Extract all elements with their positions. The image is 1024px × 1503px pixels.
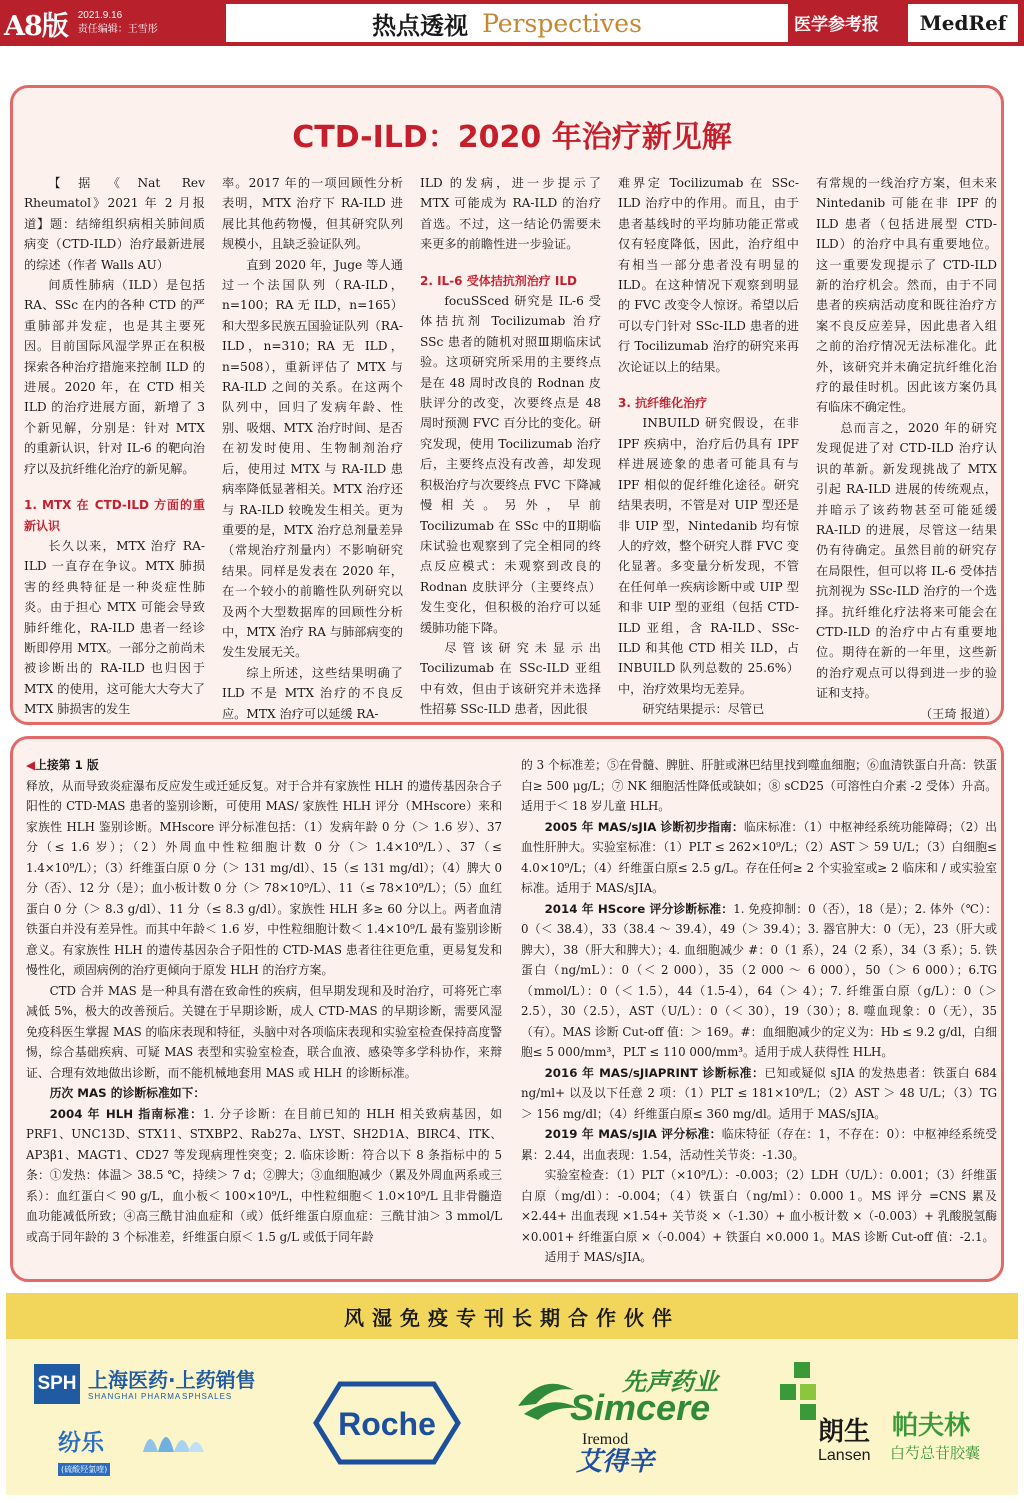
- simcere-name-en: Simcere: [570, 1387, 711, 1428]
- paragraph: ILD 的发病，进一步提示了 MTX 可能成为 RA-ILD 的治疗首选。不过，这一结论仍需要未来更多的前瞻性进一步验证。: [420, 176, 601, 252]
- partners-title: 风湿免疫专刊长期合作伙伴: [6, 1293, 1018, 1339]
- paragraph-gap: [618, 377, 799, 393]
- simcere-logo: [512, 1364, 752, 1478]
- article-title: CTD-ILD：2020 年治疗新见解: [292, 120, 732, 155]
- paragraph: [521, 1124, 997, 1165]
- criteria-lead: 2004 年 HLH 指南标准：: [49, 1106, 204, 1121]
- roche-hexagon-icon: [312, 1380, 462, 1466]
- section-heading: 2. IL-6 受体拮抗剂治疗 ILD: [420, 273, 577, 288]
- article-column-4: [618, 173, 799, 723]
- paragraph: 研究结果提示：尽管已: [642, 702, 765, 717]
- article-column-1: [24, 173, 205, 723]
- section-heading: 1. MTX 在 CTD-ILD 方面的重新认识: [24, 498, 205, 533]
- paragraph: [26, 1083, 502, 1104]
- lansen-product: 帕夫林: [892, 1411, 971, 1441]
- paragraph: [521, 755, 997, 817]
- fenle-logo: [58, 1424, 110, 1476]
- paragraph-text: 实验室检查：（1）PLT（×10⁹/L）：-0.003；（2）LDH（U/L）：0.001；（3）纤维蛋白原（mg/dl）：-0.004；（4）铁蛋白（ng/ml）：0.000 1。MS 评分 =CNS 累及 ×2.44+ 出血表现 ×1.54+ 关节炎 ×（-1.30）+ 血小板计数 ×（-0.003）+ 乳酸脱氢酶 ×0.001+ 纤维蛋白原 ×（-0.004）+ 铁蛋白 ×0.000 1。MAS 诊断 Cut-off 值：-2.1。: [521, 1168, 997, 1244]
- fenle-drop-icon: [138, 1416, 208, 1456]
- criteria-lead: 2016 年 MAS/sJIAPRINT 诊断标准：: [544, 1065, 765, 1080]
- criteria-lead: 2014 年 HScore 评分诊断标准：: [544, 901, 734, 916]
- continuation-column-1: [26, 755, 502, 1275]
- paragraph-text: 临床特征（存在：1，不存在：0）：中枢神经系统受累：2.44，出血表现：1.54，活动性关节炎：-1.30。: [521, 1127, 997, 1162]
- paragraph-text: 1. 免疫抑制：0（否），18（是）；2. 体外（℃）：0（＜ 38.4），33（38.4 ～ 39.4），49（＞ 39.4）；3. 器官肿大：0（无），23（肝大或脾大），38（肝大和脾大）；4. 血细胞减少 #：0（1 系），24（2 系），34（3 系）；5. 铁蛋白（ng/mL）：0（＜ 2 000），35（2 000 ～ 6 000），50（＞ 6 000）；6.TG（mmol/L）：0（＜ 1.5），44（1.5-4），64（＞ 4）；7. 纤维蛋白原（g/L）：0（＞ 2.5），30（2.5），AST（U/L）：0（＜ 30），19（30）；8. 噬血现象：0（无），35（有）。MAS 诊断 Cut-off 值：＞ 169。#：血细胞减少的定义为：Hb ≤ 9.2 g/dl，白细胞≤ 5 000/mm³，PLT ≤ 110 000/mm³。适用于成人获得性 HLH。: [521, 901, 997, 1059]
- criteria-lead: 2019 年 MAS/sJIA 评分标准：: [544, 1127, 722, 1141]
- section-title-en: Perspectives: [482, 8, 642, 38]
- issue-meta: [78, 9, 158, 37]
- header-left: [4, 4, 158, 42]
- byline: （王琦 报道）: [920, 706, 997, 721]
- paragraph-text: 适用于 MAS/sJIA。: [544, 1250, 653, 1264]
- simcere-name-cn: 先声药业: [622, 1368, 718, 1396]
- section-heading: 3. 抗纤维化治疗: [618, 396, 708, 411]
- paragraph: 【据《Nat Rev Rheumatol》2021 年 2 月报道】题：结缔组织病相关肺间质病变（CTD-ILD）治疗最新进展的综述（作者 Walls AU）: [24, 176, 205, 272]
- simcere-product-en: Iremod: [582, 1431, 629, 1448]
- paragraph-text: 临床标准：（1）中枢神经系统功能障碍；（2）出血性肝肿大。实验室标准：（1）PLT ≤ 262×10⁹/L；（2）AST ＞ 59 U/L；（3）白细胞≤ 4.0×10⁹/L；（4）纤维蛋白原≤ 2.5 g/L。存在任何≥ 2 个实验室或≥ 2 临床和 / 或实验室标准。适用于 MAS/sJIA。: [521, 819, 997, 895]
- paragraph-text: 的 3 个标准差；⑤在骨髓、脾脏、肝脏或淋巴结里找到噬血细胞；⑥血清铁蛋白升高：铁蛋白≥ 500 μg/L；⑦ NK 细胞活性降低或缺如；⑧ sCD25（可溶性白介素 -2 受体）升高。适用于＜ 18 岁儿童 HLH。: [521, 758, 997, 813]
- continued-label-text: 上接第 1 版: [35, 758, 99, 772]
- roche-logo: [312, 1380, 462, 1470]
- article-column-2: [222, 173, 403, 723]
- paragraph: [521, 1063, 997, 1125]
- continued-from-label: [26, 755, 502, 776]
- criteria-lead: 2005 年 MAS/sJIA 诊断初步指南：: [544, 819, 744, 834]
- paragraph: 间质性肺病（ILD）是包括 RA、SSc 在内的各种 CTD 的严重肺部并发症，也是其主要死因。目前国际风湿学界正在积极探索各种治疗措施来控制 ILD 的进展。2020 年，在 CTD 相关 ILD 的治疗进展方面，新增了 3 个新见解，分别是：针对 MTX 的重新认识，针对 IL-6 的靶向治疗以及抗纤维化治疗的新见解。: [24, 278, 205, 476]
- lansen-name-cn: 朗生: [818, 1417, 871, 1447]
- sph-badge: SPH: [34, 1364, 80, 1404]
- paragraph: 有常规的一线治疗方案，但未来 Nintedanib 可能在非 IPF 的 ILD 患者（包括进展型 CTD-ILD）的治疗中具有重要地位。这一重要发现提示了 CTD-ILD 新的治疗机会。然而，由于不同患者的疾病活动度和既往治疗方案不良反应差异，因此患者入组之前的治疗情况无法标准化。此外，该研究并未确定抗纤维化治疗的最佳时机。因此该方案仍具有临床不确定性。: [816, 176, 997, 415]
- simcere-product-cn: 艾得辛: [576, 1447, 655, 1474]
- issue-editor: 责任编辑：王雪彤: [77, 24, 158, 35]
- paragraph: 率。2017 年的一项回顾性分析表明，MTX 治疗下 RA-ILD 进展比其他药物慢，但其研究队列规模小，且缺乏验证队列。: [222, 176, 403, 252]
- paragraph: 直到 2020 年，Juge 等人通过一个法国队列（RA-ILD，n=100；RA 无 ILD，n=165）和大型多民族五国验证队列（RA-ILD，n=310；RA 无 ILD，n=508），重新评估了 MTX 与 RA-ILD 之间的关系。在这两个队列中，回归了发病年龄、性别、吸烟、MTX 治疗时间、是否在初发时使用、生物制剂治疗后，使用过 MTX 与 RA-ILD 患病率降低显著相关。MTX 治疗还与 RA-ILD 较晚发生相关。更为重要的是，MTX 治疗总剂量差异（常规治疗剂量内）不影响研究结果。同样是发表在 2020 年，在一个较小的前瞻性队列研究以及两个大型数据库的回顾性分析中，MTX 治疗 RA 与肺部病变的发生发展无关。: [222, 257, 403, 660]
- continued-arrow-icon: ◀: [26, 758, 36, 772]
- issue-date: 2021.9.16: [77, 10, 123, 21]
- lansen-product-sub: 白芍总苷胶囊: [890, 1444, 981, 1462]
- paragraph: 长久以来，MTX 治疗 RA-ILD 一直存在争议。MTX 肺损害的经典特征是一种炎症性肺炎。由于担心 MTX 可能会导致肺纤维化，RA-ILD 患者一经诊断即停用 MTX。一部分之前尚未被诊断出的 RA-ILD 也归因于 MTX 的使用，这可能大大夸大了 MTX 肺损害的发生: [24, 538, 205, 717]
- page-number: A8版: [4, 10, 68, 42]
- sph-name-cn: 上海医药·上药销售: [88, 1368, 256, 1392]
- paragraph-gap: [24, 479, 205, 495]
- criteria-lead: 历次 MAS 的诊断标准如下：: [49, 1086, 206, 1100]
- sph-name-en: SHANGHAI PHARMA: [88, 1392, 182, 1401]
- paragraph: [521, 817, 997, 899]
- paragraph-gap: [420, 255, 601, 271]
- sph-sales-en: SPHSALES: [182, 1392, 233, 1401]
- paragraph: [521, 1247, 997, 1268]
- paragraph: [521, 1165, 997, 1247]
- paragraph-text: 1. 分子诊断：在目前已知的 HLH 相关致病基因，如 PRF1、UNC13D、STX11、STXBP2、Rab27a、LYST、SH2D1A、BIRC4、ITK、AP3β1、MAGT1、CD27 等发现病理性突变；2. 临床诊断：符合以下 8 条指标中的 5 条：①发热：体温＞ 38.5 ℃，持续＞ 7 d；②脾大；③血细胞减少（累及外周血两系或三系）：血红蛋白＜ 90 g/L，血小板＜ 100×10⁹/L，中性粒细胞＜ 1.0×10⁹/L 且非骨髓造血功能减低所致；④高三酰甘油血症和（或）低纤维蛋白原血症：三酰甘油＞ 3 mmol/L 或高于同年龄的 3 个标准差，纤维蛋白原＜ 1.5 g/L 或低于同年龄: [26, 1106, 502, 1244]
- lansen-logo: [780, 1362, 1000, 1476]
- paper-name-en: MedRef: [908, 4, 1018, 42]
- section-banner: [226, 4, 788, 42]
- section-title-cn: 热点透视: [372, 11, 469, 40]
- paragraph: INBUILD 研究假设，在非 IPF 疾病中，治疗后仍具有 IPF 样进展迹象的患者可能具有与 IPF 相似的促纤维化途径。研究结果表明，不管是对 UIP 型还是非 UIP 型，Nintedanib 均有惊人的疗效，整个研究人群 FVC 变化显著。多变量分析发现，不管在任何单一疾病诊断中或 UIP 型和非 UIP 型的亚组（包括 CTD-ILD 亚组，含 RA-ILD、SSc-ILD 和其他 CTD 相关 ILD，占 INBUILD 队列总数的 25.6%）中，治疗效果均无差异。: [618, 416, 799, 696]
- paragraph: 总而言之，2020 年的研究发现促进了对 CTD-ILD 治疗认识的革新。新发现挑战了 MTX 引起 RA-ILD 进展的传统观点，并暗示了该药物甚至可能延缓 RA-ILD 的进展，尽管这一结果仍有待确定。虽然目前的研究存在局限性，但可以将 IL-6 受体拮抗剂视为 SSc-ILD 治疗的一个选择。抗纤维化疗法将来可能会在 CTD-ILD 的治疗中占有重要地位。期待在新的一年里，这些新的治疗观点可以得到进一步的验证和支持。: [816, 420, 997, 701]
- paragraph: [26, 981, 502, 1084]
- fenle-name: 纷乐: [58, 1430, 104, 1456]
- article-column-5: [816, 173, 997, 723]
- article-column-3: [420, 173, 601, 723]
- lansen-blocks-icon: [780, 1362, 816, 1420]
- continuation-column-2: [521, 755, 997, 1275]
- paragraph: 综上所述，这些结果明确了 ILD 不是 MTX 治疗的不良反应。MTX 治疗可以延缓 RA-: [222, 665, 403, 721]
- simcere-swirl-icon: [518, 1384, 578, 1420]
- paragraph: [26, 1104, 502, 1248]
- paragraph: focuSSced 研究是 IL-6 受体拮抗剂 Tocilizumab 治疗 SSc 患者的随机对照Ⅲ期临床试验。这项研究所采用的主要终点是在 48 周时改良的 Rodnan 皮肤评分的改变，次要终点是 48 周时预测 FVC 百分比的变化。研究发现，使用 Tocilizumab 治疗后，主要终点没有改善，却发现积极治疗与次要终点 FVC 下降减慢相关。另外，早前 Tocilizumab 在 SSc 中的Ⅱ期临床试验也观察到了完全相同的终点反应模式：未观察到改良的 Rodnan 皮肤评分（主要终点）发生变化，但积极的治疗可以延缓肺功能下降。: [420, 294, 601, 635]
- roche-name: Roche: [338, 1406, 436, 1442]
- lansen-name-en: Lansen: [818, 1447, 871, 1464]
- paragraph-text: CTD 合并 MAS 是一种具有潜在致命性的疾病，但早期发现和及时治疗，可将死亡率减低 5%，极大的改善预后。关键在于早期诊断，成人 CTD-MAS 的早期诊断，需要风湿免疫科医生掌握 MAS 的临床表现和特征，头脑中对各项临床表现和实验室检查保持高度警惕，综合基础疾病、可疑 MAS 表型和实验室检查，联合血液、感染等多学科协作，来辩证、合理有效地做出诊断，而不能机械地套用 MAS 或 HLH 的诊断标准。: [26, 983, 502, 1080]
- paper-name-cn: 医学参考报: [794, 15, 879, 35]
- paragraph: 尽管该研究未显示出 Tocilizumab 在 SSc-ILD 亚组中有效，但由于该研究并未选择性招募 SSc-ILD 患者，因此很: [420, 640, 601, 717]
- paragraph: [26, 776, 502, 981]
- paragraph: [521, 899, 997, 1063]
- fenle-sub: (硫酸羟氯喹): [58, 1463, 110, 1476]
- paragraph: 难界定 Tocilizumab 在 SSc-ILD 治疗中的作用。而且，由于患者基线时的平均肺功能正常或仅有轻度降低，因此，治疗组中有相当一部分患者没有明显的 ILD。在这种情况下观察到明显的 FVC 改变令人惊讶。希望以后可以专门针对 SSc-ILD 患者的进行 Tocilizumab 治疗的研究来再次论证以上的结果。: [618, 176, 799, 374]
- paragraph-text: 释放，从而导致炎症瀑布反应发生或迁延反复。对于合并有家族性 HLH 的遗传基因杂合子阳性的 CTD-MAS 患者的鉴别诊断，可使用 MAS/ 家族性 HLH 评分（MHscore）来和家族性 HLH 鉴别诊断。MHscore 评分标准包括：（1）发病年龄 0 分（＞ 1.6 岁）、37 分（≤ 1.6 岁）；（2）外周血中性粒细胞计数 0 分（＞ 1.4×10⁹/L）、37（≤ 1.4×10⁹/L）；（3）纤维蛋白原 0 分（＞ 131 mg/dl）、15（≤ 131 mg/dl）；（4）脾大 0 分（否）、12 分（是）；血小板计数 0 分（＞ 78×10⁹/L）、11（≤ 78×10⁹/L）；（5）血红蛋白 0 分（＞ 8.3 g/dl）、11 分（≤ 8.3 g/dl）。家族性 HLH 多≥ 60 分以上。两者血清铁蛋白并没有差异性。而其中年龄＜ 1.6 岁，中性粒细胞计数＜ 1.4×10⁹/L 最有鉴别诊断意义。有家族性 HLH 的遗传基因杂合子阳性的 CTD-MAS 患者往往更危重，更易复发和慢性化，顽固病例的治疗更倾向于原发 HLH 的治疗方案。: [26, 778, 502, 977]
- paragraph-text: 已知或疑似 sJIA 的发热患者：铁蛋白 684 ng/ml+ 以及以下任意 2 项：（1）PLT ≤ 181×10⁹/L；（2）AST ＞ 48 U/L；（3）TG ＞ 156 mg/dl；（4）纤维蛋白原≤ 360 mg/dl。适用于 MAS/sJIA。: [521, 1065, 997, 1121]
